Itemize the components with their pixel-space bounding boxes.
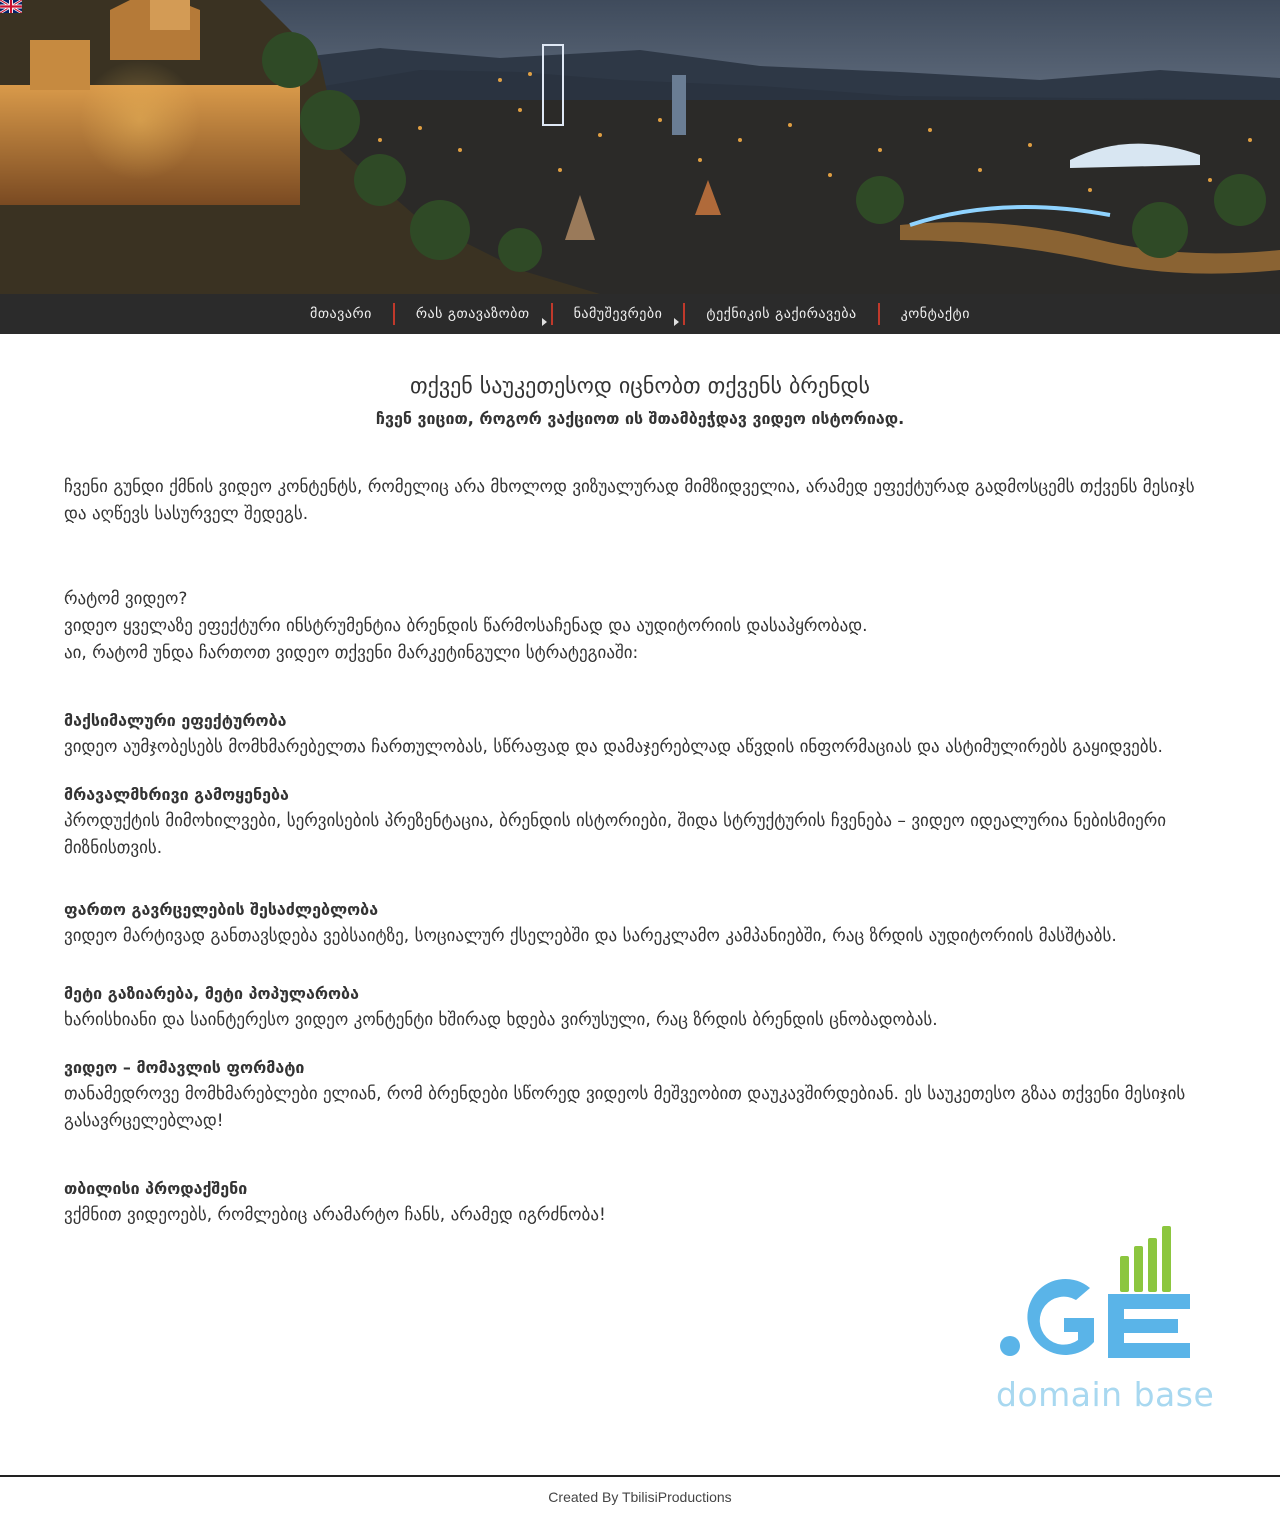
benefit-title: ვიდეო – მომავლის ფორმატი (64, 1058, 305, 1077)
nav-item-label: ტექნიკის გაქირავება (706, 306, 857, 322)
submenu-arrow-icon (674, 318, 679, 326)
why-video-heading: რატომ ვიდეო? (64, 589, 188, 609)
closing-text: ვქმნით ვიდეოებს, რომლებიც არამარტო ჩანს, არამედ იგრძნობა! (64, 1205, 606, 1225)
why-video-section (64, 586, 1216, 667)
nav-item-label: კონტაქტი (900, 306, 970, 322)
benefit-title: მაქსიმალური ეფექტურობა (64, 711, 287, 730)
benefit-title: მრავალმხრივი გამოყენება (64, 785, 289, 804)
why-video-line: აი, რატომ უნდა ჩართოთ ვიდეო თქვენი მარკეტინგული სტრატეგიაში: (64, 643, 639, 663)
benefit-text: პროდუქტის მიმოხილვები, სერვისების პრეზენტაცია, ბრენდის ისტორიები, შიდა სტრუქტურის ჩვენება – ვიდეო იდეალურია ნებისმიერი მიზნისთვის. (64, 811, 1167, 858)
benefit-block (64, 707, 1216, 761)
closing-title: თბილისი პროდაქშენი (64, 1179, 248, 1198)
logo-wordmark: domain base (996, 1375, 1215, 1414)
why-video-line: ვიდეო ყველაზე ეფექტური ინსტრუმენტია ბრენდის წარმოსაჩენად და აუდიტორიის დასაპყრობად. (64, 616, 868, 636)
hero-banner (0, 0, 1280, 294)
nav-item-home[interactable] (289, 294, 393, 334)
hero-city-illustration (0, 0, 1280, 294)
nav-item-label: მთავარი (310, 306, 372, 322)
nav-item-services[interactable] (395, 294, 551, 334)
benefit-block (64, 896, 1216, 950)
footer-divider (0, 1475, 1280, 1477)
benefit-title: მეტი გაზიარება, მეტი პოპულარობა (64, 984, 359, 1003)
nav-item-label: ნამუშევრები (573, 306, 663, 322)
benefit-title: ფართო გავრცელების შესაძლებლობა (64, 900, 379, 919)
footer-credits: Created By TbilisiProductions (548, 1489, 732, 1505)
intro-paragraph: ჩვენი გუნდი ქმნის ვიდეო კონტენტს, რომელიც არა მხოლოდ ვიზუალურად მიმზიდველია, არამედ ეფექტურად გადმოსცემს თქვენს მესიჯს და აღწევს სასურველ შედეგს. (64, 477, 1195, 524)
closing-block (64, 1175, 1216, 1229)
benefit-block (64, 1054, 1216, 1135)
main-navigation (0, 294, 1280, 334)
page-title: თქვენ საუკეთესოდ იცნობთ თქვენს ბრენდს (409, 374, 871, 399)
benefit-block (64, 980, 1216, 1034)
benefit-text: ხარისხიანი და საინტერესო ვიდეო კონტენტი ხშირად ხდება ვირუსული, რაც ზრდის ბრენდის ცნობადობას. (64, 1010, 938, 1030)
nav-item-portfolio[interactable] (553, 294, 684, 334)
nav-item-label: რას გთავაზობთ (415, 306, 530, 322)
main-content (64, 334, 1216, 1229)
benefit-text: ვიდეო მარტივად განთავსდება ვებსაიტზე, სოციალურ ქსელებში და სარეკლამო კამპანიებში, რაც ზრდის აუდიტორიის მასშტაბს. (64, 926, 1117, 946)
benefit-text: თანამედროვე მომხმარებლები ელიან, რომ ბრენდები სწორედ ვიდეოს მეშვეობით დაუკავშირდებიან. ეს საუკეთესო გზაა თქვენი მესიჯის გასავრცელებლად! (64, 1084, 1186, 1131)
uk-flag-icon[interactable] (0, 0, 22, 13)
benefit-text: ვიდეო აუმჯობესებს მომხმარებელთა ჩართულობას, სწრაფად და დამაჯერებლად აწვდის ინფორმაციას და ასტიმულირებს გაყიდვებს. (64, 737, 1163, 757)
page-subtitle: ჩვენ ვიცით, როგორ ვაქციოთ ის შთამბეჭდავ ვიდეო ისტორიად. (375, 409, 905, 428)
nav-item-contact[interactable] (880, 294, 991, 334)
submenu-arrow-icon (542, 318, 547, 326)
nav-item-equipment-rental[interactable] (685, 294, 877, 334)
benefit-block (64, 781, 1216, 862)
